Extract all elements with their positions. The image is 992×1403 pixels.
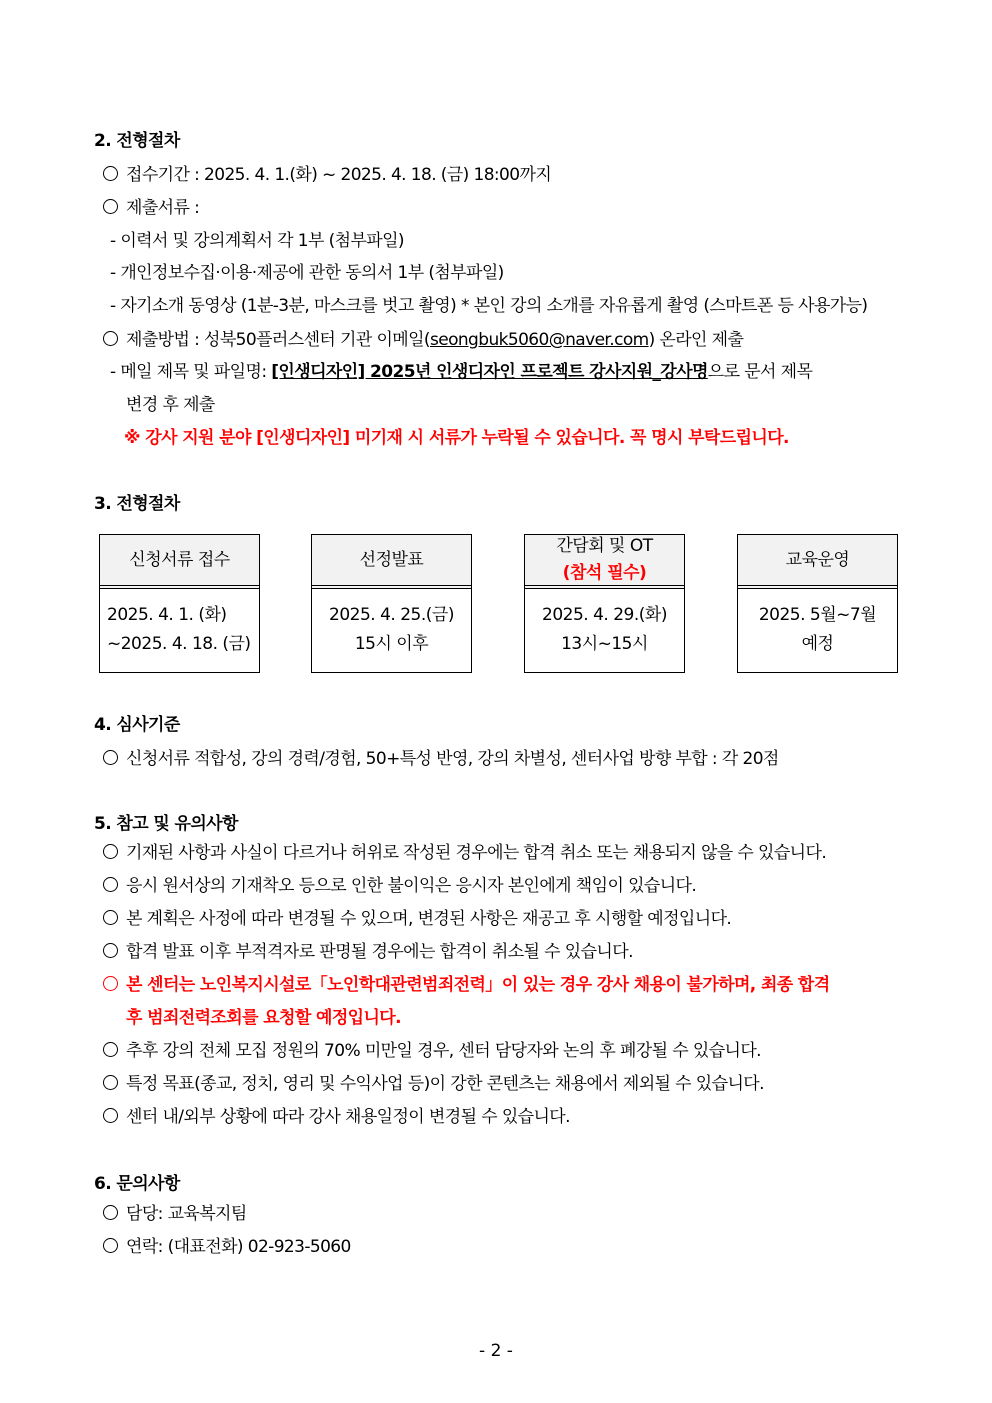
circle-bullet-icon xyxy=(103,199,118,214)
step-title: 신청서류 접수 xyxy=(129,549,230,570)
step-time: 13시~15시 xyxy=(561,634,648,654)
criteria-text: 신청서류 적합성, 강의 경력/경험, 50+특성 반영, 강의 차별성, 센터사업 방향 부합 : 각 20점 xyxy=(126,749,779,769)
submission-docs xyxy=(103,197,199,219)
criteria-item xyxy=(103,748,779,770)
mail-suffix: 으로 문서 제목 xyxy=(707,362,813,382)
circle-bullet-icon xyxy=(103,976,118,991)
note-text: 본 센터는 노인복지시설로「노인학대관련범죄전력」이 있는 경우 강사 채용이 불가하며, 최종 합격 xyxy=(126,975,830,995)
note-item xyxy=(103,1040,761,1062)
circle-bullet-icon xyxy=(103,166,118,181)
step-title: 선정발표 xyxy=(359,549,424,570)
note-item xyxy=(103,842,826,864)
docs-text: 제출서류 : xyxy=(126,198,200,218)
circle-bullet-icon xyxy=(103,1108,118,1123)
section-2-heading: 2. 전형절차 xyxy=(94,131,180,151)
step-box xyxy=(737,534,898,673)
contact-text: 담당: 교육복지팀 xyxy=(126,1204,247,1224)
circle-bullet-icon xyxy=(103,877,118,892)
circle-bullet-icon xyxy=(103,1238,118,1253)
note-item xyxy=(103,908,731,930)
step-date: 2025. 4. 1. (화) xyxy=(107,605,227,625)
circle-bullet-icon xyxy=(103,910,118,925)
section-6-heading: 6. 문의사항 xyxy=(94,1174,180,1194)
period-text: 접수기간 : 2025. 4. 1.(화) ~ 2025. 4. 18. (금) 18:00까지 xyxy=(126,165,552,185)
contact-item xyxy=(103,1203,247,1225)
note-text: 기재된 사항과 사실이 다르거나 허위로 작성된 경우에는 합격 취소 또는 채용되지 않을 수 있습니다. xyxy=(126,843,827,863)
page-number: - 2 - xyxy=(479,1341,513,1361)
note-item-important xyxy=(103,974,830,996)
step-box xyxy=(99,534,260,673)
notice-text: ※ 강사 지원 분야 [인생디자인] 미기재 시 서류가 누락될 수 있습니다. 꼭 명시 부탁드립니다. xyxy=(124,428,789,448)
mail-title-cont: 변경 후 제출 xyxy=(126,395,215,415)
phone-text: 연락: (대표전화) 02-923-5060 xyxy=(126,1237,351,1257)
section-5-heading: 5. 참고 및 유의사항 xyxy=(94,814,238,834)
circle-bullet-icon xyxy=(103,844,118,859)
phone-item xyxy=(103,1236,351,1258)
step-date: 2025. 5월~7월 xyxy=(758,605,877,625)
doc-item: - 개인정보수집·이용·제공에 관한 동의서 1부 (첨부파일) xyxy=(110,263,504,283)
step-title: 간담회 및 OT xyxy=(556,536,653,556)
note-text: 본 계획은 사정에 따라 변경될 수 있으며, 변경된 사항은 재공고 후 시행할 예정입니다. xyxy=(126,909,732,929)
note-text: 합격 발표 이후 부적격자로 판명될 경우에는 합격이 취소될 수 있습니다. xyxy=(126,942,633,962)
step-title: 교육운영 xyxy=(785,549,850,570)
circle-bullet-icon xyxy=(103,1205,118,1220)
method-prefix: 제출방법 : 성북50플러스센터 기관 이메일( xyxy=(126,330,430,350)
circle-bullet-icon xyxy=(103,331,118,346)
circle-bullet-icon xyxy=(103,1042,118,1057)
note-item xyxy=(103,1106,570,1128)
note-text: 센터 내/외부 상황에 따라 강사 채용일정이 변경될 수 있습니다. xyxy=(126,1107,570,1127)
step-box xyxy=(524,534,685,673)
mail-prefix: - 메일 제목 및 파일명: xyxy=(110,362,272,382)
note-item-important-cont: 후 범죄전력조회를 요청할 예정입니다. xyxy=(126,1008,401,1028)
submission-method xyxy=(103,329,743,351)
step-time: 15시 이후 xyxy=(354,634,429,654)
email-link[interactable]: seongbuk5060@naver.com xyxy=(429,330,649,350)
note-text: 특정 목표(종교, 정치, 영리 및 수익사업 등)이 강한 콘텐츠는 채용에서 제외될 수 있습니다. xyxy=(126,1074,764,1094)
circle-bullet-icon xyxy=(103,750,118,765)
step-box xyxy=(311,534,472,673)
doc-item: - 이력서 및 강의계획서 각 1부 (첨부파일) xyxy=(110,231,404,251)
step-note: (참석 필수) xyxy=(562,563,647,583)
note-item xyxy=(103,941,633,963)
note-item xyxy=(103,1073,764,1095)
application-period xyxy=(103,164,551,186)
mail-title-rule xyxy=(110,361,812,383)
section-4-heading: 4. 심사기준 xyxy=(94,715,180,735)
note-text: 응시 원서상의 기재착오 등으로 인한 불이익은 응시자 본인에게 책임이 있습니다. xyxy=(126,876,697,896)
step-date: 2025. 4. 25.(금) xyxy=(329,605,454,625)
method-suffix: ) 온라인 제출 xyxy=(648,330,744,350)
step-date-2: ~2025. 4. 18. (금) xyxy=(107,634,251,654)
note-item xyxy=(103,875,696,897)
note-text: 추후 강의 전체 모집 정원의 70% 미만일 경우, 센터 담당자와 논의 후 폐강될 수 있습니다. xyxy=(126,1041,761,1061)
circle-bullet-icon xyxy=(103,1075,118,1090)
doc-item: - 자기소개 동영상 (1분-3분, 마스크를 벗고 촬영) * 본인 강의 소개를 자유롭게 촬영 (스마트폰 등 사용가능) xyxy=(110,296,868,316)
mail-title: [인생디자인] 2025년 인생디자인 프로젝트 강사지원_강사명 xyxy=(271,362,708,382)
circle-bullet-icon xyxy=(103,943,118,958)
section-3-heading: 3. 전형절차 xyxy=(94,494,180,514)
step-date: 2025. 4. 29.(화) xyxy=(542,605,667,625)
step-note: 예정 xyxy=(801,634,834,654)
